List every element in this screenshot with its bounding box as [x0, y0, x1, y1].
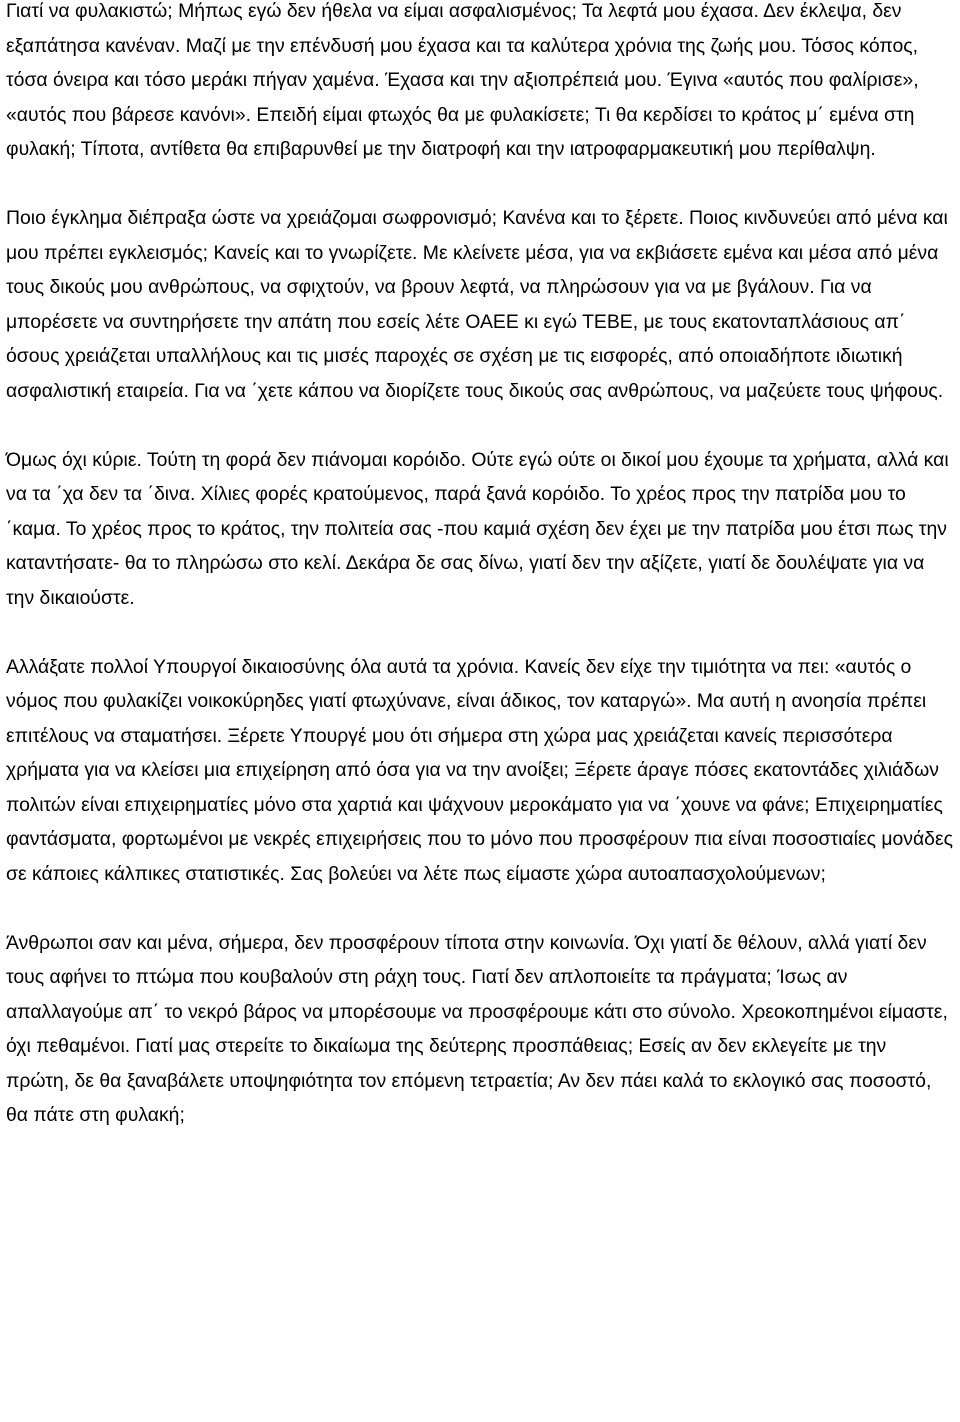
paragraph-1: Γιατί να φυλακιστώ; Μήπως εγώ δεν ήθελα να είμαι ασφαλισμένος; Τα λεφτά μου έχασα. Δεν έκλεψα, δεν εξαπάτησα κανέναν. Μαζί με την επένδυσή μου έχασα και τα καλύτερα χρόνια της ζωής μου. Τόσος κόπος, τόσα όνειρα και τόσο μεράκι πήγαν χαμένα. Έχασα και την αξιοπρέπειά μου. Έγινα «αυτός που φαλίρισε», «αυτός που βάρεσε κανόνι». Επειδή είμαι φτωχός θα με φυλακίσετε; Τι θα κερδίσει το κράτος μ΄ εμένα στη φυλακή; Τίποτα, αντίθετα θα επιβαρυνθεί με την διατροφή και την ιατροφαρμακευτική μου περίθαλψη.: [6, 0, 919, 160]
paragraph-5: Άνθρωποι σαν και μένα, σήμερα, δεν προσφέρουν τίποτα στην κοινωνία. Όχι γιατί δε θέλουν, αλλά γιατί δεν τους αφήνει το πτώμα που κουβαλούν στη ράχη τους. Γιατί δεν απλοποιείτε τα πράγματα; Ίσως αν απαλλαγούμε απ΄ το νεκρό βάρος να μπορέσουμε να προσφέρουμε κάτι στο σύνολο. Χρεοκοπημένοι είμαστε, όχι πεθαμένοι. Γιατί μας στερείτε το δικαίωμα της δεύτερης προσπάθειας; Εσείς αν δεν εκλεγείτε με την πρώτη, δε θα ξαναβάλετε υποψηφιότητα τον επόμενη τετραετία; Αν δεν πάει καλά το εκλογικό σας ποσοστό, θα πάτε στη φυλακή;: [6, 931, 948, 1126]
paragraph-2: Ποιο έγκλημα διέπραξα ώστε να χρειάζομαι σωφρονισμό; Κανένα και το ξέρετε. Ποιος κινδυνεύει από μένα και μου πρέπει εγκλεισμός; Κανείς και το γνωρίζετε. Με κλείνετε μέσα, για να εκβιάσετε εμένα και μέσα από μένα τους δικούς μου ανθρώπους, να σφιχτούν, να βρουν λεφτά, να πληρώσουν για να με βγάλουν. Για να μπορέσετε να συντηρήσετε την απάτη που εσείς λέτε ΟΑΕΕ κι εγώ ΤΕΒΕ, με τους εκατονταπλάσιους απ΄ όσους χρειάζεται υπαλλήλους και τις μισές παροχές σε σχέση με τις εισφορές, από οποιαδήποτε ιδιωτική ασφαλιστική εταιρεία. Για να ΄χετε κάπου να διορίζετε τους δικούς σας ανθρώπους, να μαζεύετε τους ψήφους.: [6, 207, 948, 402]
paragraph-3: Όμως όχι κύριε. Τούτη τη φορά δεν πιάνομαι κορόιδο. Ούτε εγώ ούτε οι δικοί μου έχουμε τα χρήματα, αλλά και να τα ΄χα δεν τα ΄δινα. Χίλιες φορές κρατούμενος, παρά ξανά κορόιδο. Το χρέος προς την πατρίδα μου το ΄καμα. Το χρέος προς το κράτος, την πολιτεία σας -που καμιά σχέση δεν έχει με την πατρίδα μου έτσι πως την καταντήσατε- θα το πληρώσω στο κελί. Δεκάρα δε σας δίνω, γιατί δεν την αξίζετε, γιατί δε δουλέψατε για να την δικαιούστε.: [6, 448, 949, 609]
paragraph-4: Αλλάξατε πολλοί Υπουργοί δικαιοσύνης όλα αυτά τα χρόνια. Κανείς δεν είχε την τιμιότητα να πει: «αυτός ο νόμος που φυλακίζει νοικοκύρηδες γιατί φτωχύνανε, είναι άδικος, τον καταργώ». Μα αυτή η ανοησία πρέπει επιτέλους να σταματήσει. Ξέρετε Υπουργέ μου ότι σήμερα στη χώρα μας χρειάζεται κανείς περισσότερα χρήματα για να κλείσει μια επιχείρηση από όσα για να την ανοίξει; Ξέρετε άραγε πόσες εκατοντάδες χιλιάδων πολιτών είναι επιχειρηματίες μόνο στα χαρτιά και ψάχνουν μεροκάματο για να ΄χουνε να φάνε; Επιχειρηματίες φαντάσματα, φορτωμένοι με νεκρές επιχειρήσεις που το μόνο που προσφέρουν πια είναι ποσοστιαίες μονάδες σε κάποιες κάλπικες στατιστικές. Σας βολεύει να λέτε πως είμαστε χώρα αυτοαπασχολούμενων;: [6, 655, 953, 885]
